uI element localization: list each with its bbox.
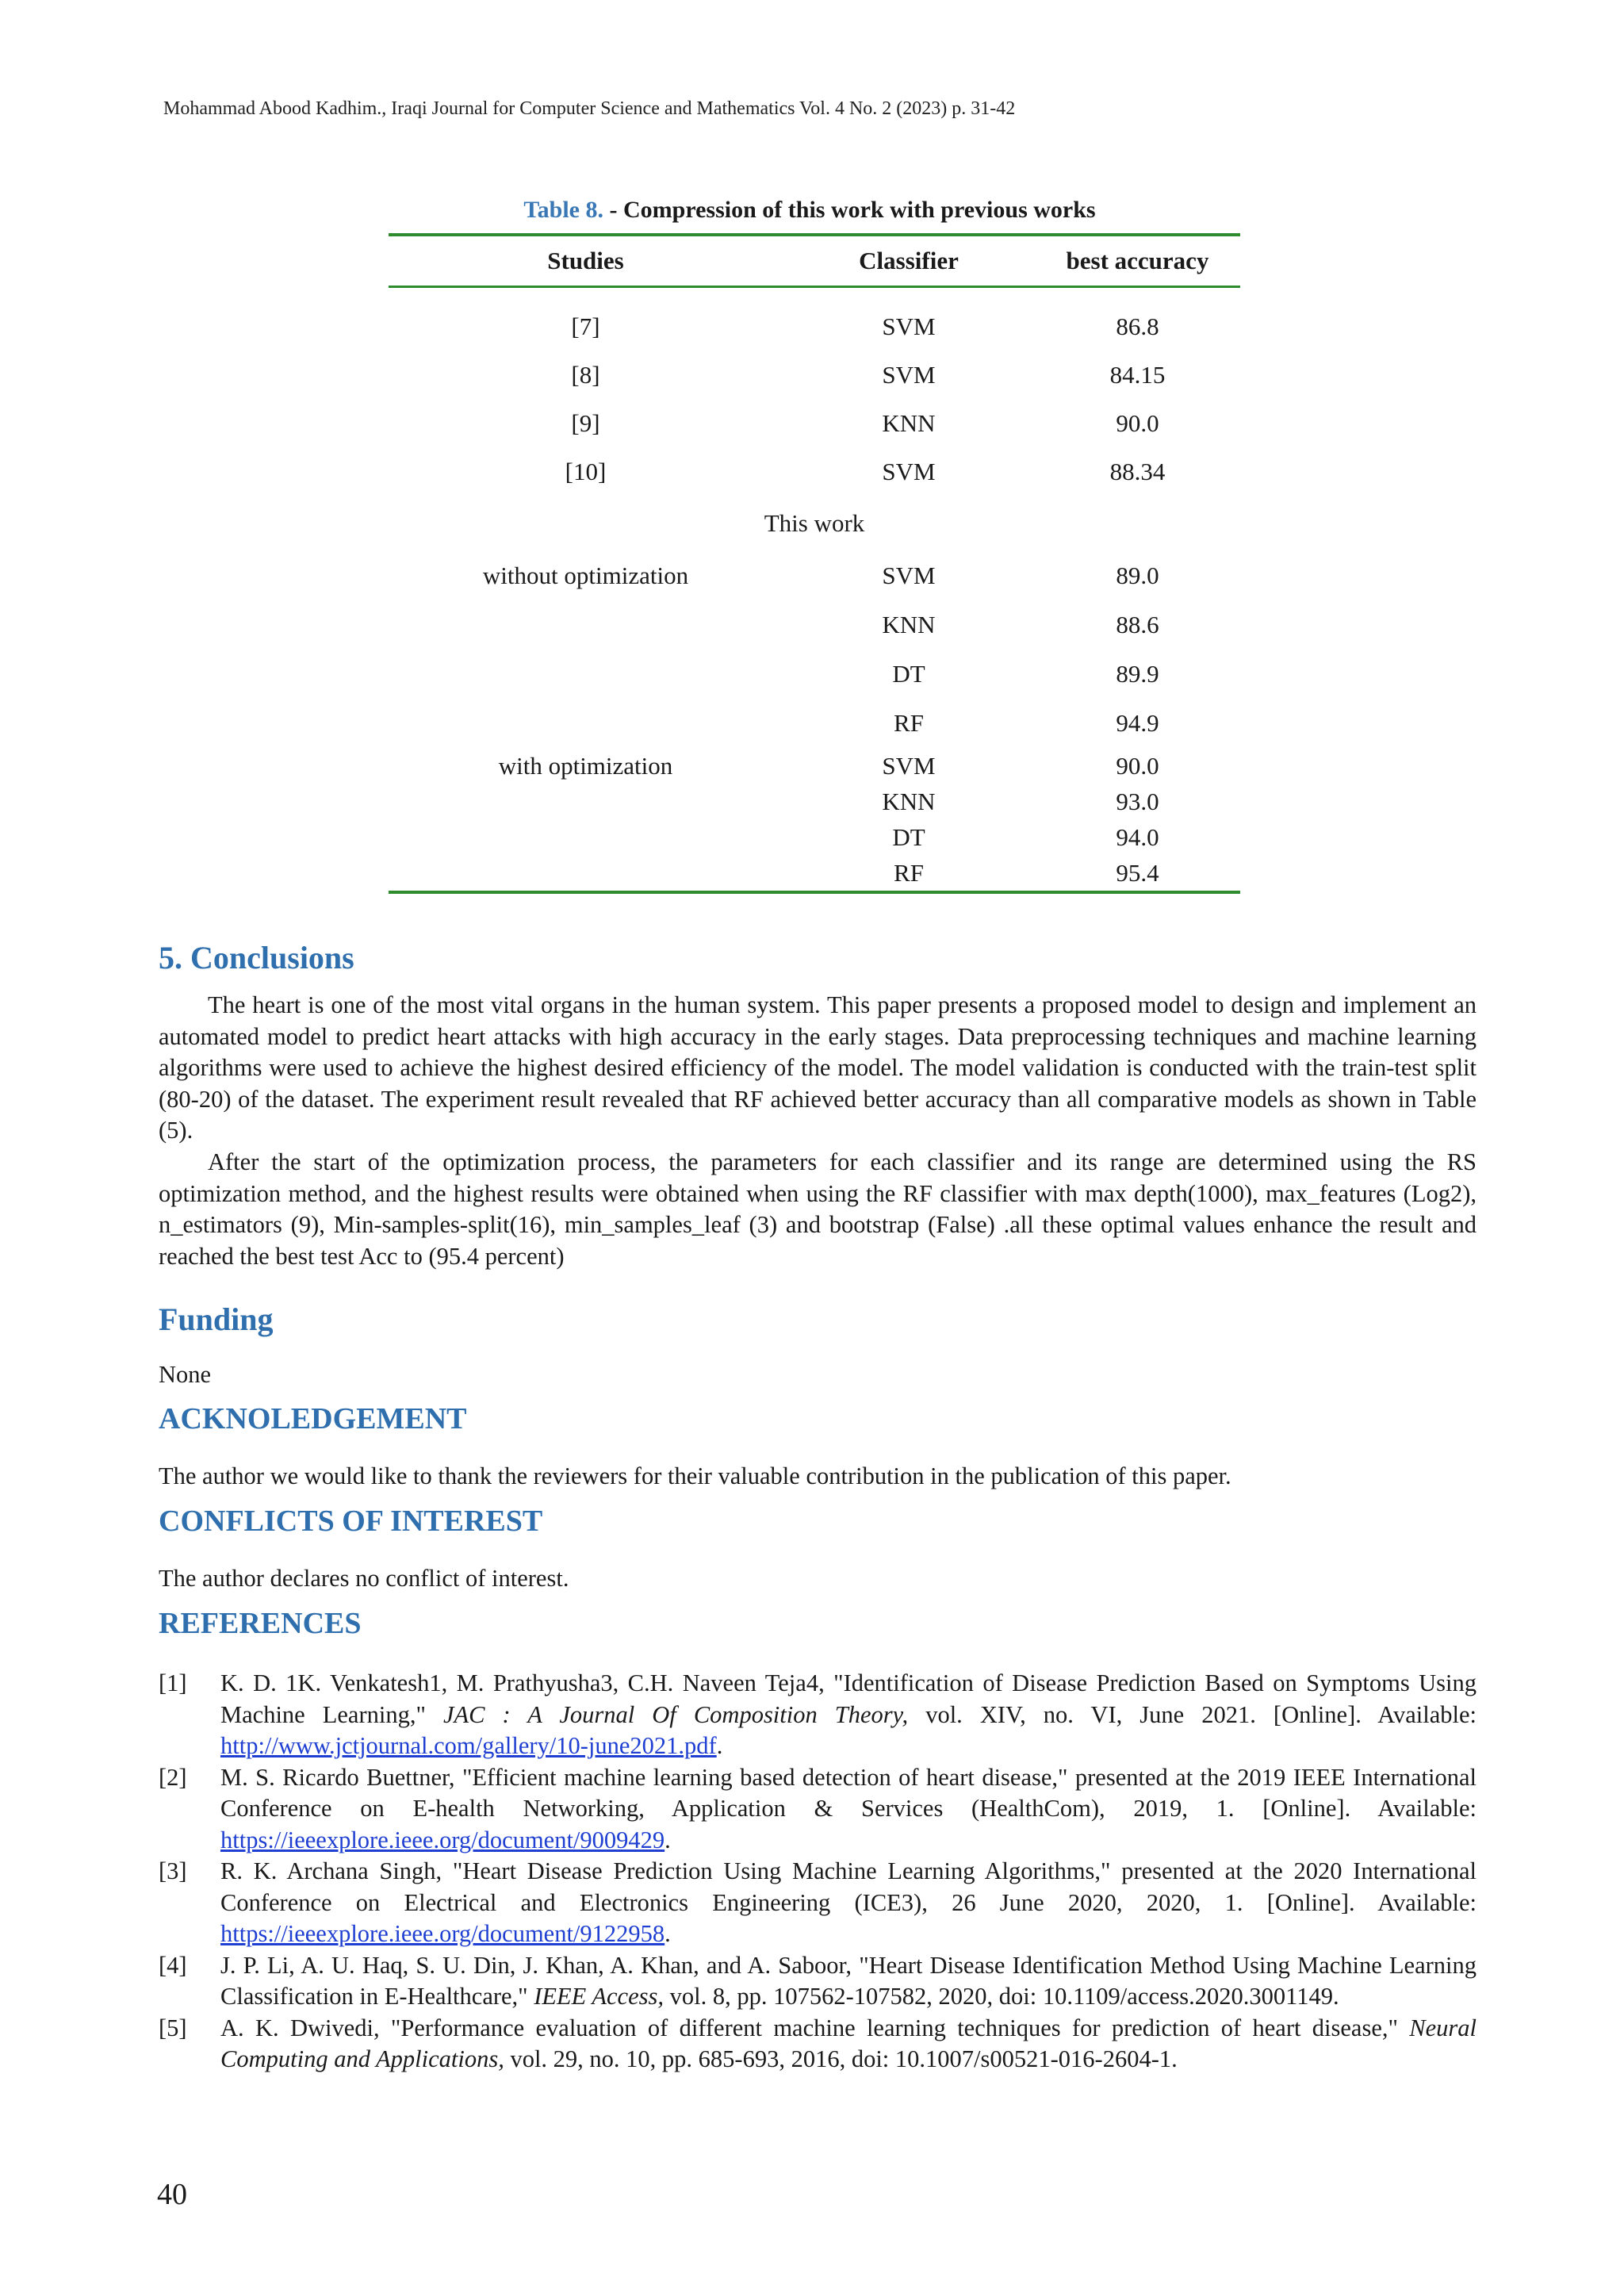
reference-journal: IEEE Access, xyxy=(534,1983,664,2010)
table-row xyxy=(389,699,1240,748)
header-best-accuracy: best accuracy xyxy=(1066,247,1209,274)
reference-journal: Neural Computing and Applications, xyxy=(220,2014,1477,2072)
group-label-without-optimization: without optimization xyxy=(482,562,689,589)
reference-text: R. K. Archana Singh, "Heart Disease Prediction Using Machine Learning Algorithms," presented at the 2020 International Conference on Electrical and Electronics Engineering (ICE3), 26 June 2020, 2020, 1. [Online]. Available: xyxy=(220,1857,1477,1916)
accuracy-cell: 94.0 xyxy=(1116,822,1159,851)
header-studies: Studies xyxy=(547,247,624,274)
table-row xyxy=(389,600,1240,650)
reference-details: vol. XIV, no. VI, June 2021. [Online]. Available: xyxy=(908,1700,1477,1728)
reference-details: vol. 29, no. 10, pp. 685-693, 2016, doi: 10.1007/s00521-016-2604-1. xyxy=(504,2045,1178,2072)
classifier-cell: KNN xyxy=(882,611,936,638)
reference-link[interactable]: http://www.jctjournal.com/gallery/10-june2021.pdf xyxy=(220,1732,717,1759)
table-caption-number: Table 8. xyxy=(523,197,603,223)
accuracy-cell: 89.0 xyxy=(1116,562,1159,589)
group-label-with-optimization: with optimization xyxy=(498,751,673,780)
accuracy-cell: 86.8 xyxy=(1116,312,1159,340)
study-cell: [9] xyxy=(571,408,600,437)
classifier-cell: SVM xyxy=(882,312,936,340)
reference-text: A. K. Dwivedi, "Performance evaluation of different machine learning techniques for prediction of heart disease," xyxy=(220,2014,1410,2041)
accuracy-cell: 94.9 xyxy=(1116,709,1159,737)
reference-text: K. D. 1K. Venkatesh1, M. Prathyusha3, C.H. Naveen Teja4, "Identification of Disease Prediction Based on Symptoms Using Machine Learning," xyxy=(220,1669,1477,1728)
accuracy-cell: 90.0 xyxy=(1116,408,1159,437)
conclusions-paragraph-2: After the start of the optimization process, the parameters for each classifier and its range are determined using the RS optimization method, and the highest results were obtained when using the RF classifier with max depth(1000), max_features (Log2), n_estimators (9), Min-samples-split(16), min_samples_leaf (3) and bootstrap (False) .all these optimal values enhance the result and reached the best test Acc to (95.4 percent) xyxy=(159,1148,1477,1270)
accuracy-cell: 93.0 xyxy=(1116,787,1159,815)
classifier-cell: SVM xyxy=(882,457,936,485)
accuracy-cell: 89.9 xyxy=(1116,660,1159,688)
reference-number: [4] xyxy=(159,1951,187,1979)
reference-list xyxy=(159,1668,1477,2076)
reference-item xyxy=(159,1950,1477,2013)
comparison-table xyxy=(389,233,1240,894)
page-number: 40 xyxy=(157,2178,187,2211)
table-caption-text: - Compression of this work with previous works xyxy=(603,197,1096,223)
classifier-cell: DT xyxy=(892,822,925,851)
conflicts-heading: CONFLICTS OF INTEREST xyxy=(159,1504,543,1538)
reference-item: [2] M. S. Ricardo Buettner, "Efficient machine learning based detection of heart disease," presented at the 2019 IEEE International Conference on E-health Networking, Application & Services (HealthCom), 2019, 1. [Online]. Available: https://ieeexplore.ieee.org/document/9009429. xyxy=(159,1763,1477,1853)
running-head: Mohammad Abood Kadhim., Iraqi Journal for Computer Science and Mathematics Vol. 4 No. 2 (2023) p. 31-42 xyxy=(163,98,1016,119)
reference-number: [1] xyxy=(159,1669,187,1696)
classifier-cell: DT xyxy=(892,660,925,688)
table-caption xyxy=(389,197,1231,224)
classifier-cell: KNN xyxy=(882,787,936,815)
references-heading: REFERENCES xyxy=(159,1607,362,1640)
funding-text: None xyxy=(159,1361,212,1388)
study-cell: [10] xyxy=(565,457,607,485)
classifier-cell: SVM xyxy=(882,562,936,589)
reference-details: vol. 8, pp. 107562-107582, 2020, doi: 10.1109/access.2020.3001149. xyxy=(663,1983,1339,2010)
table-row xyxy=(389,551,1240,600)
reference-item xyxy=(159,2013,1477,2076)
header-classifier: Classifier xyxy=(859,247,959,274)
classifier-cell: KNN xyxy=(882,408,936,437)
table-row xyxy=(389,855,1240,892)
classifier-cell: SVM xyxy=(882,360,936,389)
table-row xyxy=(389,351,1240,399)
funding-heading: Funding xyxy=(159,1301,274,1337)
table-row xyxy=(389,399,1240,447)
accuracy-cell: 88.6 xyxy=(1116,611,1159,638)
reference-item: [1] K. D. 1K. Venkatesh1, M. Prathyusha3, C.H. Naveen Teja4, "Identification of Disease Prediction Based on Symptoms Using Machine Learning," JAC : A Journal Of Composition Theory, vol. XIV, no. VI, June 2021. [Online]. Available: http://www.jctjournal.com/gallery/10-june2021.pdf. xyxy=(159,1669,1477,1759)
conclusions-paragraph-1: The heart is one of the most vital organs in the human system. This paper presents a proposed model to design and implement an automated model to predict heart attacks with high accuracy in the early stages. Data preprocessing techniques and machine learning algorithms were used to achieve the highest desired efficiency of the model. The model validation is conducted with the train-test split (80-20) of the dataset. The experiment result revealed that RF achieved better accuracy than all comparative models as shown in Table (5). xyxy=(159,991,1477,1144)
table-row xyxy=(389,784,1240,819)
reference-journal: JAC : A Journal Of Composition Theory, xyxy=(442,1700,909,1728)
acknowledgement-text: The author we would like to thank the reviewers for their valuable contribution in the publication of this paper. xyxy=(159,1462,1231,1489)
accuracy-cell: 88.34 xyxy=(1109,457,1166,485)
this-work-row xyxy=(389,496,1240,551)
reference-item: [3] R. K. Archana Singh, "Heart Disease Prediction Using Machine Learning Algorithms," presented at the 2020 International Conference on Electrical and Electronics Engineering (ICE3), 26 June 2020, 2020, 1. [Online]. Available: https://ieeexplore.ieee.org/document/9122958. xyxy=(159,1857,1477,1947)
table-row xyxy=(389,748,1240,784)
study-cell: [8] xyxy=(571,360,600,389)
reference-number: [3] xyxy=(159,1857,187,1884)
study-cell: [7] xyxy=(571,312,600,340)
table-row xyxy=(389,650,1240,699)
acknowledgement-heading: ACKNOLEDGEMENT xyxy=(159,1402,467,1435)
conflicts-text: The author declares no conflict of interest. xyxy=(159,1565,569,1592)
classifier-cell: SVM xyxy=(882,751,936,780)
accuracy-cell: 95.4 xyxy=(1116,858,1159,887)
reference-text: M. S. Ricardo Buettner, "Efficient machine learning based detection of heart disease," presented at the 2019 IEEE International Conference on E-health Networking, Application & Services (HealthCom), 2019, 1. [Online]. Available: xyxy=(220,1763,1477,1822)
reference-number: [2] xyxy=(159,1763,187,1791)
conclusions-heading: 5. Conclusions xyxy=(159,940,354,976)
reference-link[interactable]: https://ieeexplore.ieee.org/document/9009429 xyxy=(220,1826,665,1853)
reference-number: [5] xyxy=(159,2014,187,2041)
table-row xyxy=(389,819,1240,855)
accuracy-cell: 90.0 xyxy=(1116,751,1159,780)
reference-text: J. P. Li, A. U. Haq, S. U. Din, J. Khan, A. Khan, and A. Saboor, "Heart Disease Identification Method Using Machine Learning Classification in E-Healthcare," xyxy=(220,1951,1477,2010)
classifier-cell: RF xyxy=(894,709,924,737)
table-row xyxy=(389,447,1240,496)
accuracy-cell: 84.15 xyxy=(1109,360,1166,389)
reference-link[interactable]: https://ieeexplore.ieee.org/document/9122958 xyxy=(220,1920,665,1947)
table-row xyxy=(389,287,1240,351)
table-header-row xyxy=(389,235,1240,287)
classifier-cell: RF xyxy=(894,858,924,887)
this-work-label: This work xyxy=(764,509,865,537)
